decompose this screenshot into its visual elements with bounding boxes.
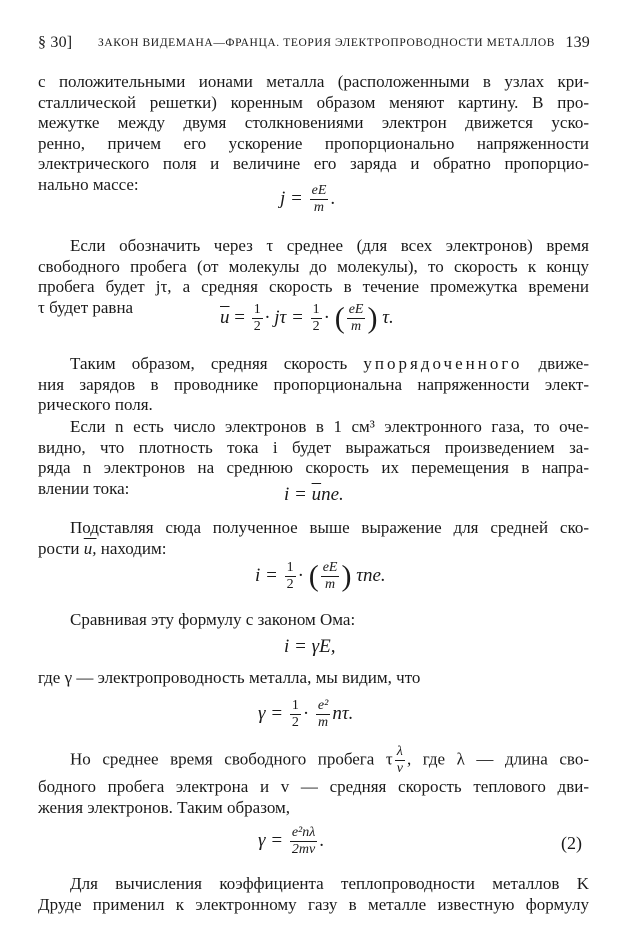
text-run: находим:	[100, 538, 167, 558]
paragraph-1	[38, 72, 589, 195]
section-number: § 30]	[38, 34, 73, 51]
text-line: межутке между двумя столкновениями электрон движется уско-	[38, 113, 589, 132]
text-line: где γ — электропроводность металла, мы видим, что	[38, 668, 421, 687]
paragraph-8	[38, 744, 589, 818]
fraction	[321, 560, 340, 593]
fraction-denominator: m	[318, 715, 329, 730]
fraction-numerator: 1	[253, 302, 261, 317]
fraction-denominator: m	[325, 577, 336, 592]
text-run: , где λ — длина сво-	[406, 749, 589, 769]
eq-lhs: γ =	[258, 702, 284, 724]
text-line: τ будет равна	[38, 297, 134, 317]
fraction-numerator: 1	[312, 302, 320, 317]
fraction-denominator: 2	[291, 715, 299, 730]
fraction-numerator: 1	[286, 560, 294, 575]
text-line: рического поля.	[38, 395, 153, 414]
fraction	[395, 744, 405, 777]
eq-lhs: γ =	[258, 829, 284, 851]
text-line: Для вычисления коэффициента теплопроводности металлов K	[70, 874, 589, 893]
eq-tail: τne.	[356, 564, 386, 586]
fraction	[290, 825, 317, 858]
text-line	[38, 354, 589, 375]
fraction-denominator: 2	[286, 577, 294, 592]
text-line: с положительными ионами металла (расположенными в узлах кри-	[38, 72, 589, 91]
equation-acceleration	[280, 183, 335, 216]
text-line: электрического поля и величине его заряда и обратно пропорцио-	[38, 154, 589, 173]
equation-number: (2)	[561, 833, 582, 853]
fraction	[347, 302, 366, 335]
page-number: 139	[565, 34, 590, 51]
text-line: видно, что плотность тока i будет выражаться произведением за-	[38, 437, 589, 457]
fraction-denominator: 2	[253, 319, 261, 334]
text-line: ряда n электронов на среднюю скорость их перемещения в напра-	[38, 458, 589, 477]
fraction-denominator: m	[313, 200, 325, 215]
fraction-denominator: m	[351, 319, 362, 334]
text-line: ния зарядов в проводнике пропорциональна напряженности элект-	[38, 374, 589, 394]
text-line: нально массе:	[38, 174, 139, 194]
text-line	[38, 539, 589, 560]
paragraph-7	[38, 668, 589, 689]
eq-tail: .	[330, 187, 336, 209]
eq-ohm: i = γE,	[284, 636, 336, 657]
fraction-denominator: v	[396, 761, 403, 776]
fraction-numerator: e²	[317, 698, 329, 713]
eq-equals: =	[234, 306, 245, 328]
text-line: Если n есть число электронов в 1 см³ электронного газа, то оче-	[70, 417, 589, 436]
text-line: Друде применил к электронному газу в металле известную формулу	[38, 894, 589, 914]
paragraph-6	[70, 610, 589, 631]
text-line: ренно, причем его ускорение пропорционально напряженности	[38, 133, 589, 153]
equation-conductivity-final	[258, 825, 324, 858]
fraction-numerator: eE	[311, 183, 327, 198]
text-line: сталлической решетки) коренным образом меняют картину. В про-	[38, 92, 589, 112]
fraction-numerator: λ	[395, 744, 405, 761]
text-line: свободного пробега (от молекулы до молекулы), то скорость к концу	[38, 256, 589, 276]
fraction-numerator: e²nλ	[291, 825, 316, 840]
fraction-denominator: 2	[312, 319, 320, 334]
fraction-half	[252, 302, 263, 335]
equation-current-density	[284, 484, 344, 506]
paragraph-5	[38, 518, 589, 559]
text-run: движе-	[538, 354, 589, 373]
header-title: ЗАКОН ВИДЕМАНА—ФРАНЦА. ТЕОРИЯ ЭЛЕКТРОПРОВОДНОСТИ МЕТАЛЛОВ	[98, 37, 556, 49]
equation-mean-velocity: $\overline{u}$ = $\frac{1}{2}$ · jτ = $\frac{1}{2}$ · ( $\frac{eE}{m}$ ) τ.	[220, 301, 394, 335]
fraction-half	[290, 698, 301, 731]
eq-tail: nτ.	[332, 702, 354, 724]
fraction-numerator: eE	[322, 560, 338, 575]
text-line: жения электронов. Таким образом,	[38, 797, 291, 817]
text-line: Сравнивая эту формулу с законом Ома:	[70, 610, 356, 629]
eq-lhs: i =	[284, 484, 307, 505]
text-line: влении тока:	[38, 478, 130, 498]
eq-u-bar: u,	[83, 538, 97, 558]
eq-u-bar: $\overline{u}$	[220, 306, 230, 328]
text-line: Подставляя сюда полученное выше выражение для средней ско-	[70, 518, 589, 537]
equation-conductivity: γ = $\frac{1}{2}$ · $\frac{\text{e²}}{m}$ nτ.	[258, 698, 354, 730]
fraction-half	[285, 560, 296, 593]
fraction-numerator: eE	[348, 302, 364, 317]
eq-lhs: i =	[255, 564, 278, 586]
eq-middle: · jτ =	[264, 306, 304, 328]
running-header	[38, 34, 590, 62]
text-line: бодного пробега электрона и v — средняя скорость теплового дви-	[38, 777, 589, 796]
text-run: Таким образом, средняя скорость	[70, 354, 348, 373]
eq-tail: .	[319, 829, 325, 851]
fraction	[316, 698, 330, 731]
fraction-denominator: 2mv	[291, 842, 316, 857]
equation-current-substituted: i = $\frac{1}{2}$ · ( $\frac{eE}{m}$ ) τne.	[255, 559, 386, 593]
equation-ohm-law	[284, 636, 335, 658]
text-line: Если обозначить через τ среднее (для всех электронов) время	[70, 236, 589, 255]
eq-tail: ne.	[321, 484, 344, 505]
text-line: пробега будет jτ, а средняя скорость в течение промежутка времени	[38, 277, 589, 296]
eq-lhs: j =	[280, 187, 303, 209]
text-run: Но среднее время свободного пробега τ	[70, 749, 393, 769]
eq-tail: τ.	[382, 306, 394, 328]
fraction-half	[311, 302, 322, 335]
fraction	[310, 183, 329, 216]
eq-u-bar: $\overline{u}$	[311, 484, 322, 505]
fraction-numerator: 1	[291, 698, 299, 713]
paragraph-3	[38, 354, 589, 416]
text-line	[38, 744, 589, 777]
paragraph-9	[38, 874, 589, 915]
text-run: рости	[38, 538, 80, 558]
emphasized-word: упорядоченного	[363, 354, 523, 373]
